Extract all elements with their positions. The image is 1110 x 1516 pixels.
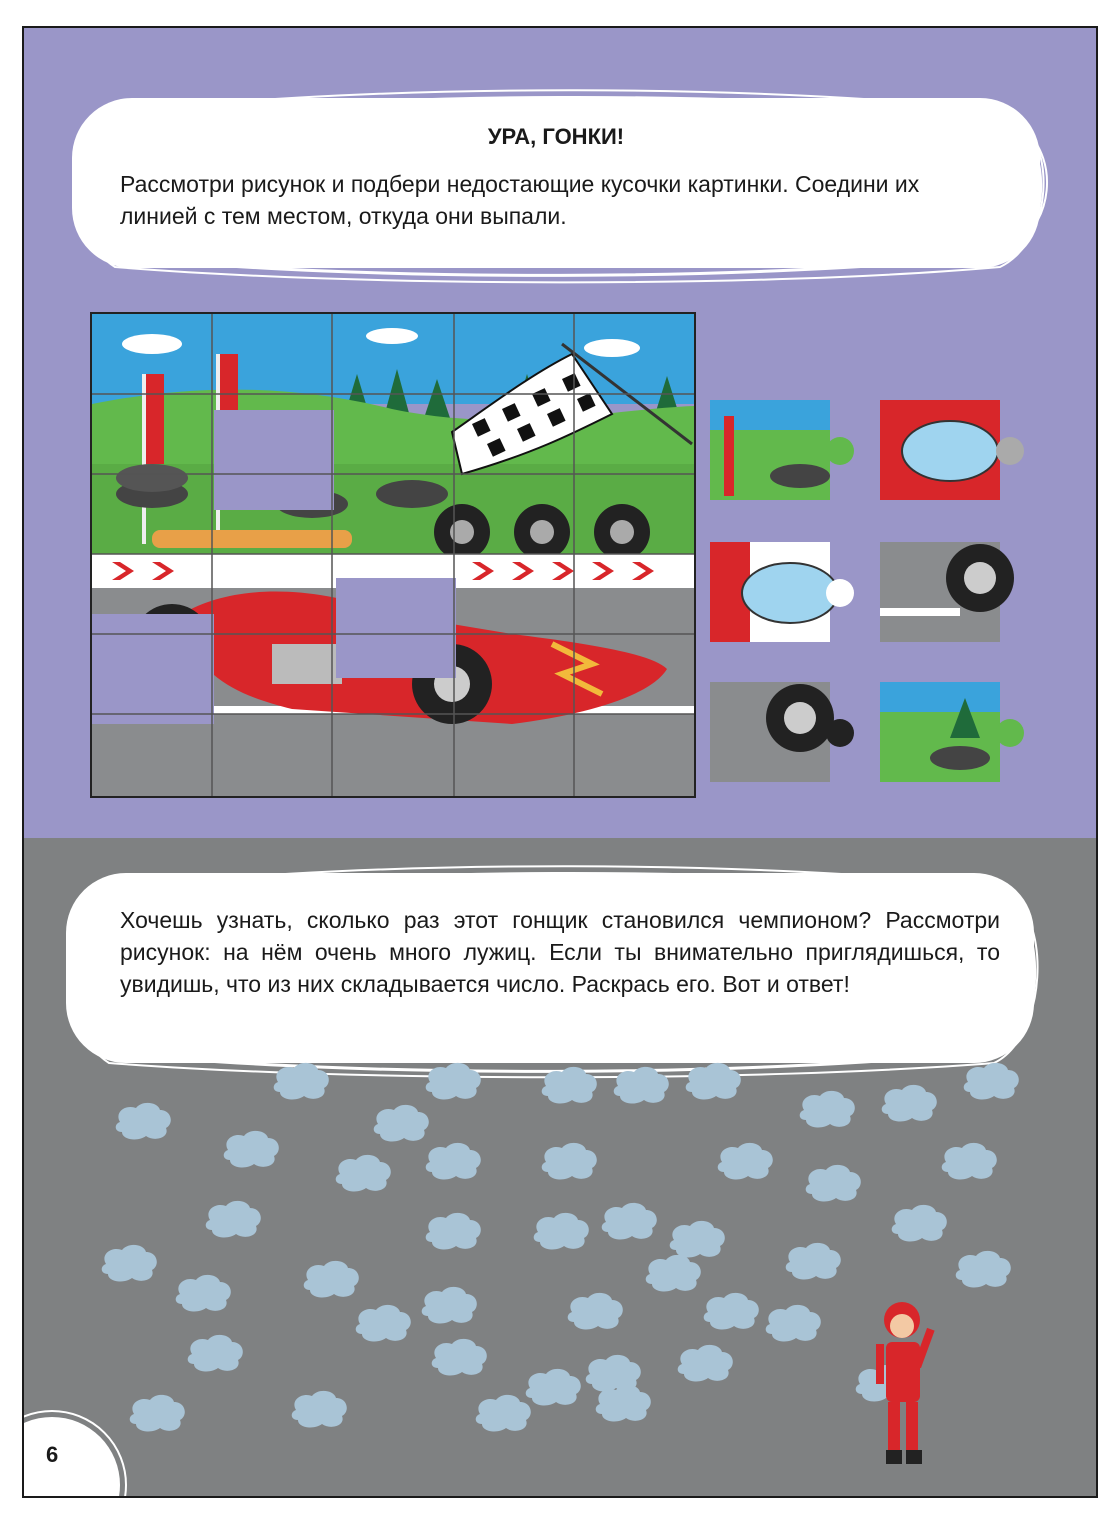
puddle[interactable] <box>960 1060 1024 1104</box>
puzzle-picture <box>90 312 696 798</box>
task-title: УРА, ГОНКИ! <box>487 124 625 149</box>
page-number-cloud <box>24 1403 134 1498</box>
puddle[interactable] <box>126 1392 190 1436</box>
puddle[interactable] <box>332 1152 396 1196</box>
puddle[interactable] <box>288 1388 352 1432</box>
puddle[interactable] <box>184 1332 248 1376</box>
puddle[interactable] <box>762 1302 826 1346</box>
puddle[interactable] <box>888 1202 952 1246</box>
puddle[interactable] <box>610 1064 674 1108</box>
puddle[interactable] <box>422 1060 486 1104</box>
puddle[interactable] <box>422 1210 486 1254</box>
puzzle-piece-4[interactable] <box>880 538 1030 648</box>
puddle[interactable] <box>300 1258 364 1302</box>
puddle[interactable] <box>422 1140 486 1184</box>
puddle[interactable] <box>782 1240 846 1284</box>
puddle[interactable] <box>642 1252 706 1296</box>
puddle[interactable] <box>674 1342 738 1386</box>
puddle[interactable] <box>592 1382 656 1426</box>
puzzle-piece-1[interactable] <box>710 396 860 506</box>
puddle[interactable] <box>530 1210 594 1254</box>
puddle[interactable] <box>172 1272 236 1316</box>
puddle[interactable] <box>112 1100 176 1144</box>
task-instructions: Рассмотри рисунок и подбери недостающие кусочки картинки. Соедини их линией с тем местом, откуда они выпали. <box>120 171 920 229</box>
puddle[interactable] <box>952 1248 1016 1292</box>
puddle[interactable] <box>700 1290 764 1334</box>
puddle[interactable] <box>538 1140 602 1184</box>
puzzle-piece-2[interactable] <box>880 396 1030 506</box>
puddle[interactable] <box>220 1128 284 1172</box>
racer-figure <box>872 1298 942 1478</box>
puzzle-piece-6[interactable] <box>880 678 1030 788</box>
puddle[interactable] <box>938 1140 1002 1184</box>
puddle[interactable] <box>270 1060 334 1104</box>
task-2-instructions: Хочешь узнать, сколько раз этот гонщик становился чемпионом? Рассмотри рисунок: на нём очень много лужиц. Если ты внимательно приглядишься, то увидишь, что из них складывается число. Раскрась его. Вот и ответ! <box>120 907 1000 997</box>
puddle[interactable] <box>878 1082 942 1126</box>
puddle[interactable] <box>418 1284 482 1328</box>
puddle[interactable] <box>598 1200 662 1244</box>
puddle[interactable] <box>472 1392 536 1436</box>
page-number: 6 <box>46 1442 59 1467</box>
puddle[interactable] <box>202 1198 266 1242</box>
puddle[interactable] <box>682 1060 746 1104</box>
puddle[interactable] <box>796 1088 860 1132</box>
puddle[interactable] <box>564 1290 628 1334</box>
puddle[interactable] <box>352 1302 416 1346</box>
puddle[interactable] <box>428 1336 492 1380</box>
puddle[interactable] <box>802 1162 866 1206</box>
race-scene <box>92 314 694 796</box>
puddle[interactable] <box>98 1242 162 1286</box>
workbook-page <box>22 26 1098 1498</box>
puddle[interactable] <box>714 1140 778 1184</box>
puddle[interactable] <box>538 1064 602 1108</box>
puzzle-piece-3[interactable] <box>710 538 860 648</box>
puzzle-piece-5[interactable] <box>710 678 860 788</box>
